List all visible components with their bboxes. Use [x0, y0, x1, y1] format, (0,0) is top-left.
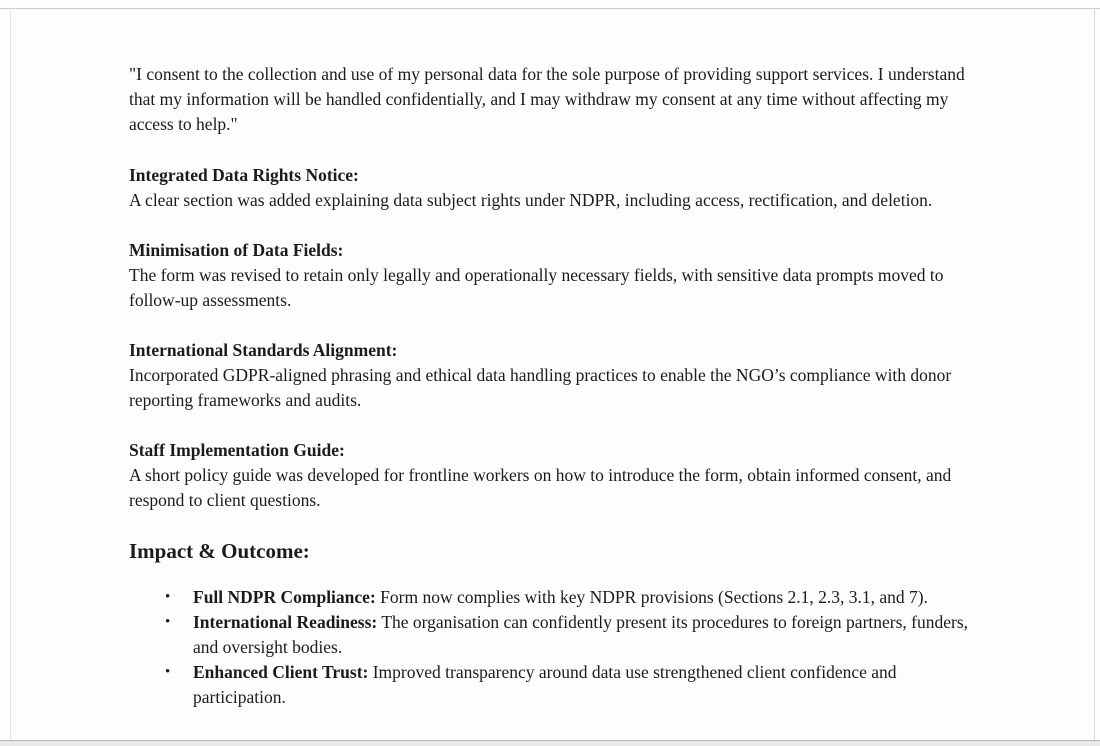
impact-bullet-list: [129, 585, 974, 710]
section-integrated-data-rights: [129, 163, 974, 213]
section-body: A short policy guide was developed for frontline workers on how to introduce the form, obtain informed consent, and respond to client questions.: [129, 465, 952, 510]
bullet-lead: International Readiness:: [193, 612, 378, 632]
document-content: [129, 62, 974, 710]
bullet-icon: •: [165, 614, 171, 630]
page-edge-left: [10, 8, 11, 746]
bullet-text: Form now complies with key NDPR provisions (Sections 2.1, 2.3, 3.1, and 7).: [380, 587, 928, 607]
bullet-item-international-readiness: [129, 610, 974, 660]
section-international-standards-alignment: [129, 338, 974, 413]
section-staff-implementation-guide: [129, 438, 974, 513]
bullet-icon: •: [165, 589, 171, 605]
bullet-text: Improved transparency around data use strengthened client confidence and participation.: [193, 662, 897, 707]
section-minimisation-of-data-fields: [129, 238, 974, 313]
page-edge-right: [1094, 8, 1095, 746]
impact-outcome-heading: Impact & Outcome:: [129, 539, 310, 563]
viewport-bottom-strip: [0, 740, 1100, 746]
page-edge-top: [0, 8, 1100, 9]
section-heading: Integrated Data Rights Notice:: [129, 165, 359, 185]
section-heading: Minimisation of Data Fields:: [129, 240, 344, 260]
section-heading: Staff Implementation Guide:: [129, 440, 345, 460]
bullet-text: The organisation can confidently present its procedures to foreign partners, funders, and oversight bodies.: [193, 612, 969, 657]
bullet-item-enhanced-client-trust: [129, 660, 974, 710]
bullet-item-full-ndpr-compliance: [129, 585, 974, 610]
consent-quote-paragraph: "I consent to the collection and use of my personal data for the sole purpose of providing support services. I understand that my information will be handled confidentially, and I may withdraw my consent at any time without affecting my access to help.": [129, 64, 965, 134]
section-body: Incorporated GDPR-aligned phrasing and ethical data handling practices to enable the NGO’s compliance with donor reporting frameworks and audits.: [129, 365, 952, 410]
bullet-icon: •: [165, 664, 171, 680]
section-heading: International Standards Alignment:: [129, 340, 398, 360]
section-body: A clear section was added explaining data subject rights under NDPR, including access, rectification, and deletion.: [129, 190, 933, 210]
section-body: The form was revised to retain only legally and operationally necessary fields, with sensitive data prompts moved to follow-up assessments.: [129, 265, 944, 310]
bullet-lead: Full NDPR Compliance:: [193, 587, 376, 607]
bullet-lead: Enhanced Client Trust:: [193, 662, 369, 682]
